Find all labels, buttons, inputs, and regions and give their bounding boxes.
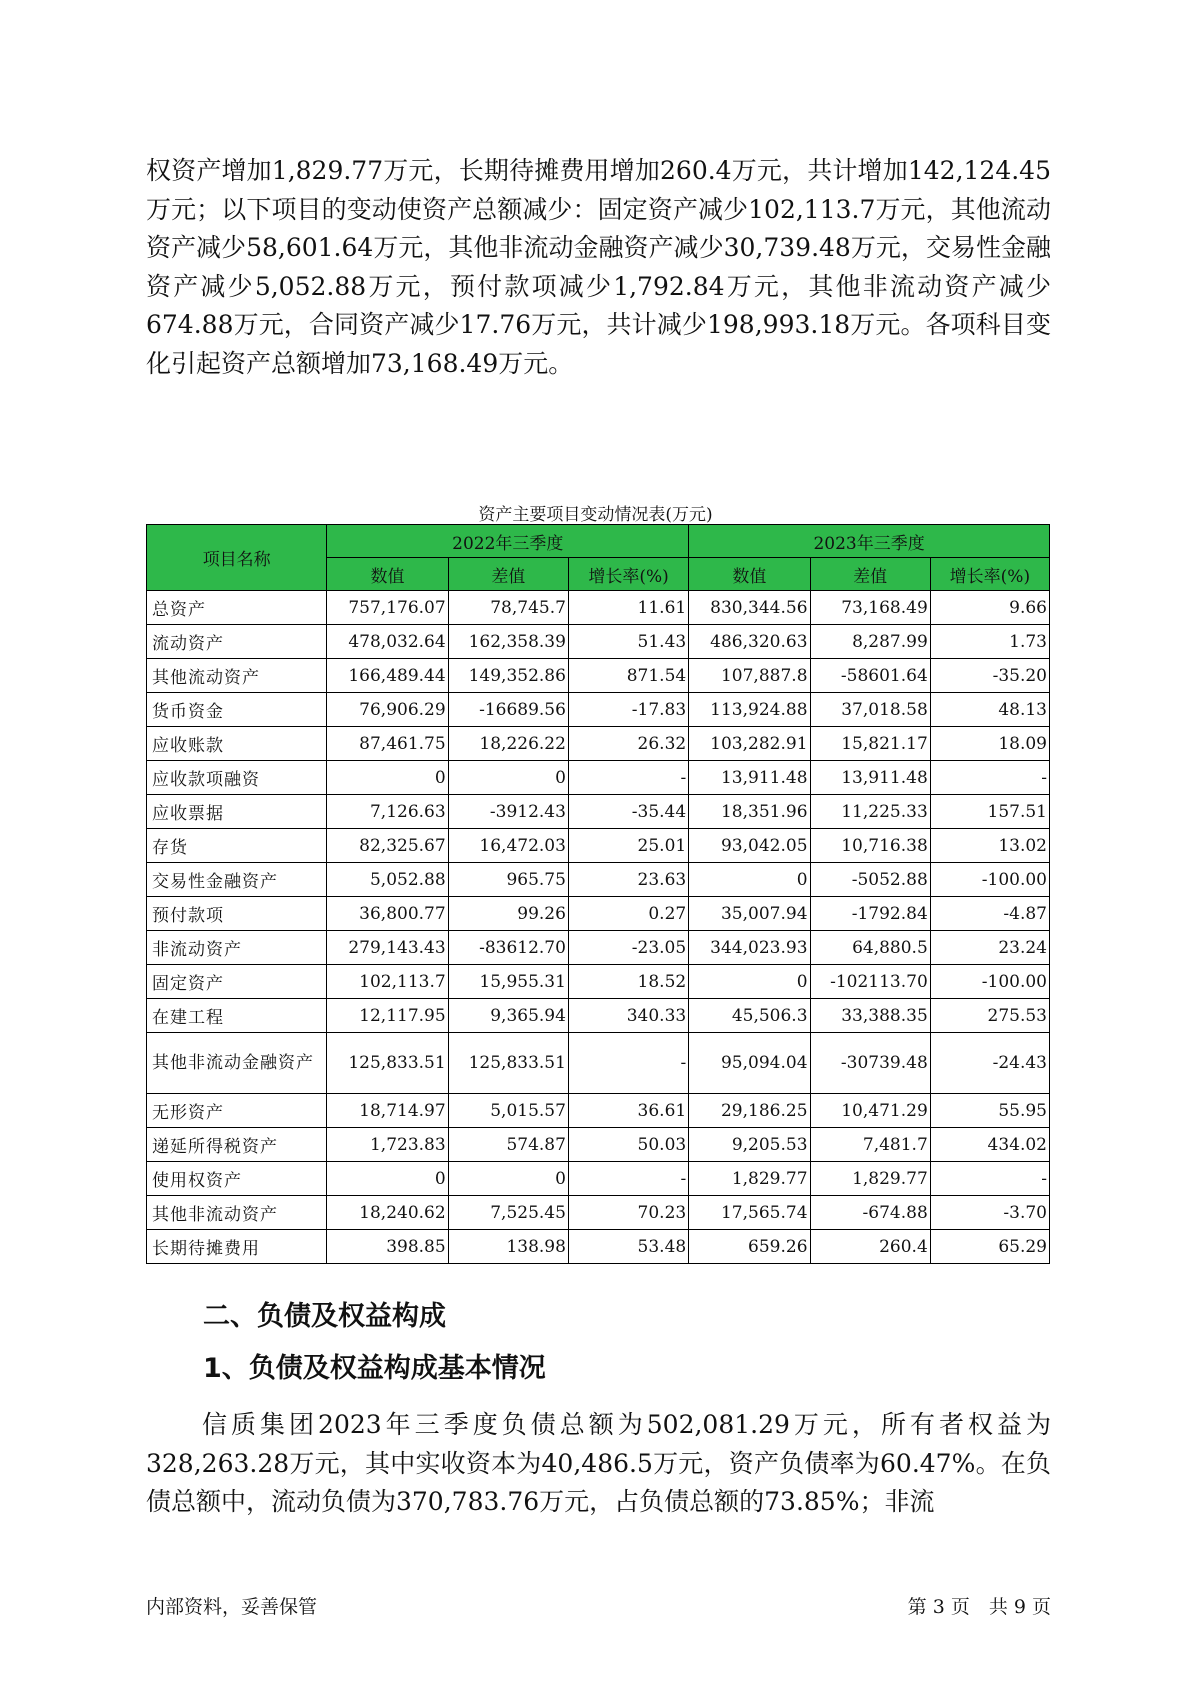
table-cell: 138.98 (448, 1230, 568, 1264)
table-cell: - (568, 1162, 688, 1196)
table-cell: 102,113.7 (327, 965, 448, 999)
table-row (147, 1162, 1050, 1196)
row-item-name: 其他非流动资产 (147, 1196, 327, 1230)
table-cell: 12,117.95 (327, 999, 448, 1033)
table-cell: 18.09 (930, 727, 1049, 761)
table-cell: 25.01 (568, 829, 688, 863)
table-cell: 125,833.51 (327, 1033, 448, 1094)
table-cell: 871.54 (568, 659, 688, 693)
table-cell: 53.48 (568, 1230, 688, 1264)
table-cell: 73,168.49 (810, 591, 930, 625)
table-cell: -24.43 (930, 1033, 1049, 1094)
header-value-2022: 数值 (327, 558, 448, 591)
table-cell: 78,745.7 (448, 591, 568, 625)
table-row (147, 761, 1050, 795)
footer-page-number: 第 3 页 共 9 页 (907, 1596, 1051, 1618)
table-cell: 70.23 (568, 1196, 688, 1230)
row-item-name: 固定资产 (147, 965, 327, 999)
table-cell: 15,955.31 (448, 965, 568, 999)
table-cell: -83612.70 (448, 931, 568, 965)
table-cell: 16,472.03 (448, 829, 568, 863)
table-row (147, 693, 1050, 727)
table-cell: -4.87 (930, 897, 1049, 931)
table-cell: 659.26 (689, 1230, 810, 1264)
table-body (147, 591, 1050, 1264)
table-row (147, 999, 1050, 1033)
asset-changes-table (146, 524, 1050, 1264)
header-period-2022: 2022年三季度 (327, 525, 689, 558)
row-item-name: 交易性金融资产 (147, 863, 327, 897)
header-diff-2022: 差值 (448, 558, 568, 591)
table-row (147, 727, 1050, 761)
table-cell: 279,143.43 (327, 931, 448, 965)
table-cell: 93,042.05 (689, 829, 810, 863)
table-cell: -100.00 (930, 965, 1049, 999)
header-period-2023: 2023年三季度 (689, 525, 1050, 558)
table-cell: 35,007.94 (689, 897, 810, 931)
table-row (147, 1128, 1050, 1162)
header-rate-2022: 增长率(%) (568, 558, 688, 591)
row-item-name: 预付款项 (147, 897, 327, 931)
table-cell: 29,186.25 (689, 1094, 810, 1128)
table-cell: 125,833.51 (448, 1033, 568, 1094)
row-item-name: 在建工程 (147, 999, 327, 1033)
table-cell: -3912.43 (448, 795, 568, 829)
table-cell: 17,565.74 (689, 1196, 810, 1230)
paragraph-liabilities: 信质集团2023年三季度负债总额为502,081.29万元，所有者权益为328,263.28万元，其中实收资本为40,486.5万元，资产负债率为60.47%。在负债总额中，流动负债为370,783.76万元，占负债总额的73.85%；非流 (146, 1410, 1051, 1516)
table-row (147, 1196, 1050, 1230)
table-cell: -35.20 (930, 659, 1049, 693)
table-cell: 0 (448, 761, 568, 795)
table-row (147, 625, 1050, 659)
row-item-name: 递延所得税资产 (147, 1128, 327, 1162)
table-cell: 478,032.64 (327, 625, 448, 659)
table-cell: 113,924.88 (689, 693, 810, 727)
table-cell: - (568, 761, 688, 795)
table-cell: 76,906.29 (327, 693, 448, 727)
table-cell: 7,525.45 (448, 1196, 568, 1230)
table-cell: 8,287.99 (810, 625, 930, 659)
table-cell: 45,506.3 (689, 999, 810, 1033)
table-row (147, 965, 1050, 999)
footer-confidential-note: 内部资料，妥善保管 (146, 1596, 318, 1618)
table-cell: -1792.84 (810, 897, 930, 931)
table-cell: 11,225.33 (810, 795, 930, 829)
table-row (147, 795, 1050, 829)
table-cell: 757,176.07 (327, 591, 448, 625)
table-cell: 23.24 (930, 931, 1049, 965)
table-caption: 资产主要项目变动情况表(万元) (478, 505, 713, 525)
table-cell: 434.02 (930, 1128, 1049, 1162)
table-cell: -100.00 (930, 863, 1049, 897)
table-cell: 157.51 (930, 795, 1049, 829)
row-item-name: 使用权资产 (147, 1162, 327, 1196)
table-cell: 18,351.96 (689, 795, 810, 829)
header-value-2023: 数值 (689, 558, 810, 591)
table-cell: -674.88 (810, 1196, 930, 1230)
table-cell: 10,716.38 (810, 829, 930, 863)
row-item-name: 存货 (147, 829, 327, 863)
table-cell: 36,800.77 (327, 897, 448, 931)
table-cell: -58601.64 (810, 659, 930, 693)
table-cell: 82,325.67 (327, 829, 448, 863)
table-cell: 275.53 (930, 999, 1049, 1033)
table-cell: 23.63 (568, 863, 688, 897)
table-cell: 15,821.17 (810, 727, 930, 761)
table-cell: 11.61 (568, 591, 688, 625)
table-cell: -5052.88 (810, 863, 930, 897)
table-cell: 7,481.7 (810, 1128, 930, 1162)
row-item-name: 其他非流动金融资产 (147, 1033, 327, 1094)
row-item-name: 应收账款 (147, 727, 327, 761)
table-cell: 18.52 (568, 965, 688, 999)
table-cell: 1,723.83 (327, 1128, 448, 1162)
table-cell: 7,126.63 (327, 795, 448, 829)
table-cell: 398.85 (327, 1230, 448, 1264)
table-row (147, 1033, 1050, 1094)
table-cell: 107,887.8 (689, 659, 810, 693)
table-cell: 55.95 (930, 1094, 1049, 1128)
table-cell: 344,023.93 (689, 931, 810, 965)
table-cell: 13.02 (930, 829, 1049, 863)
row-item-name: 流动资产 (147, 625, 327, 659)
table-cell: 95,094.04 (689, 1033, 810, 1094)
table-cell: 65.29 (930, 1230, 1049, 1264)
table-cell: 0 (327, 1162, 448, 1196)
subsection-heading: 1、负债及权益构成基本情况 (203, 1353, 546, 1384)
table-cell: 1,829.77 (810, 1162, 930, 1196)
table-cell: -16689.56 (448, 693, 568, 727)
table-cell: 50.03 (568, 1128, 688, 1162)
table-cell: 18,714.97 (327, 1094, 448, 1128)
table-cell: 5,052.88 (327, 863, 448, 897)
table-cell: 0 (327, 761, 448, 795)
row-item-name: 货币资金 (147, 693, 327, 727)
row-item-name: 长期待摊费用 (147, 1230, 327, 1264)
table-cell: 0 (689, 965, 810, 999)
table-cell: 162,358.39 (448, 625, 568, 659)
table-cell: 103,282.91 (689, 727, 810, 761)
table-cell: 51.43 (568, 625, 688, 659)
table-row (147, 1094, 1050, 1128)
table-cell: - (568, 1033, 688, 1094)
paragraph-asset-changes: 权资产增加1,829.77万元，长期待摊费用增加260.4万元，共计增加142,124.45万元；以下项目的变动使资产总额减少：固定资产减少102,113.7万元，其他流动资产减少58,601.64万元，其他非流动金融资产减少30,739.48万元，交易性金融资产减少5,052.88万元，预付款项减少1,792.84万元，其他非流动资产减少674.88万元，合同资产减少17.76万元，共计减少198,993.18万元。各项科目变化引起资产总额增加73,168.49万元。 (146, 156, 1051, 378)
table-row (147, 659, 1050, 693)
table-cell: 10,471.29 (810, 1094, 930, 1128)
table-cell: 574.87 (448, 1128, 568, 1162)
section-heading: 二、负债及权益构成 (203, 1301, 446, 1332)
table-cell: 149,352.86 (448, 659, 568, 693)
table-cell: 0.27 (568, 897, 688, 931)
row-item-name: 应收款项融资 (147, 761, 327, 795)
row-item-name: 无形资产 (147, 1094, 327, 1128)
table-cell: 166,489.44 (327, 659, 448, 693)
table-cell: 48.13 (930, 693, 1049, 727)
table-cell: 5,015.57 (448, 1094, 568, 1128)
table-row (147, 591, 1050, 625)
table-cell: 64,880.5 (810, 931, 930, 965)
table-cell: -30739.48 (810, 1033, 930, 1094)
table-cell: - (930, 761, 1049, 795)
table-cell: 0 (448, 1162, 568, 1196)
table-cell: 9,205.53 (689, 1128, 810, 1162)
table-cell: 9,365.94 (448, 999, 568, 1033)
table-cell: 18,226.22 (448, 727, 568, 761)
table-cell: 13,911.48 (689, 761, 810, 795)
table-cell: 486,320.63 (689, 625, 810, 659)
header-diff-2023: 差值 (810, 558, 930, 591)
table-row (147, 1230, 1050, 1264)
table-cell: 13,911.48 (810, 761, 930, 795)
table-cell: 33,388.35 (810, 999, 930, 1033)
header-rate-2023: 增长率(%) (930, 558, 1049, 591)
table-row (147, 829, 1050, 863)
table-cell: 26.32 (568, 727, 688, 761)
table-cell: -17.83 (568, 693, 688, 727)
table-cell: 18,240.62 (327, 1196, 448, 1230)
table-cell: - (930, 1162, 1049, 1196)
table-cell: 965.75 (448, 863, 568, 897)
table-cell: 87,461.75 (327, 727, 448, 761)
table-row (147, 931, 1050, 965)
table-cell: -3.70 (930, 1196, 1049, 1230)
table-cell: 9.66 (930, 591, 1049, 625)
table-cell: -102113.70 (810, 965, 930, 999)
row-item-name: 总资产 (147, 591, 327, 625)
header-item-name: 项目名称 (147, 525, 327, 591)
table-cell: 260.4 (810, 1230, 930, 1264)
table-cell: 1,829.77 (689, 1162, 810, 1196)
table-cell: 830,344.56 (689, 591, 810, 625)
row-item-name: 非流动资产 (147, 931, 327, 965)
table-row (147, 863, 1050, 897)
row-item-name: 应收票据 (147, 795, 327, 829)
table-cell: 99.26 (448, 897, 568, 931)
table-cell: 37,018.58 (810, 693, 930, 727)
table-cell: 36.61 (568, 1094, 688, 1128)
table-cell: 0 (689, 863, 810, 897)
table-cell: 340.33 (568, 999, 688, 1033)
row-item-name: 其他流动资产 (147, 659, 327, 693)
table-cell: 1.73 (930, 625, 1049, 659)
table-cell: -35.44 (568, 795, 688, 829)
table-row (147, 897, 1050, 931)
table-cell: -23.05 (568, 931, 688, 965)
